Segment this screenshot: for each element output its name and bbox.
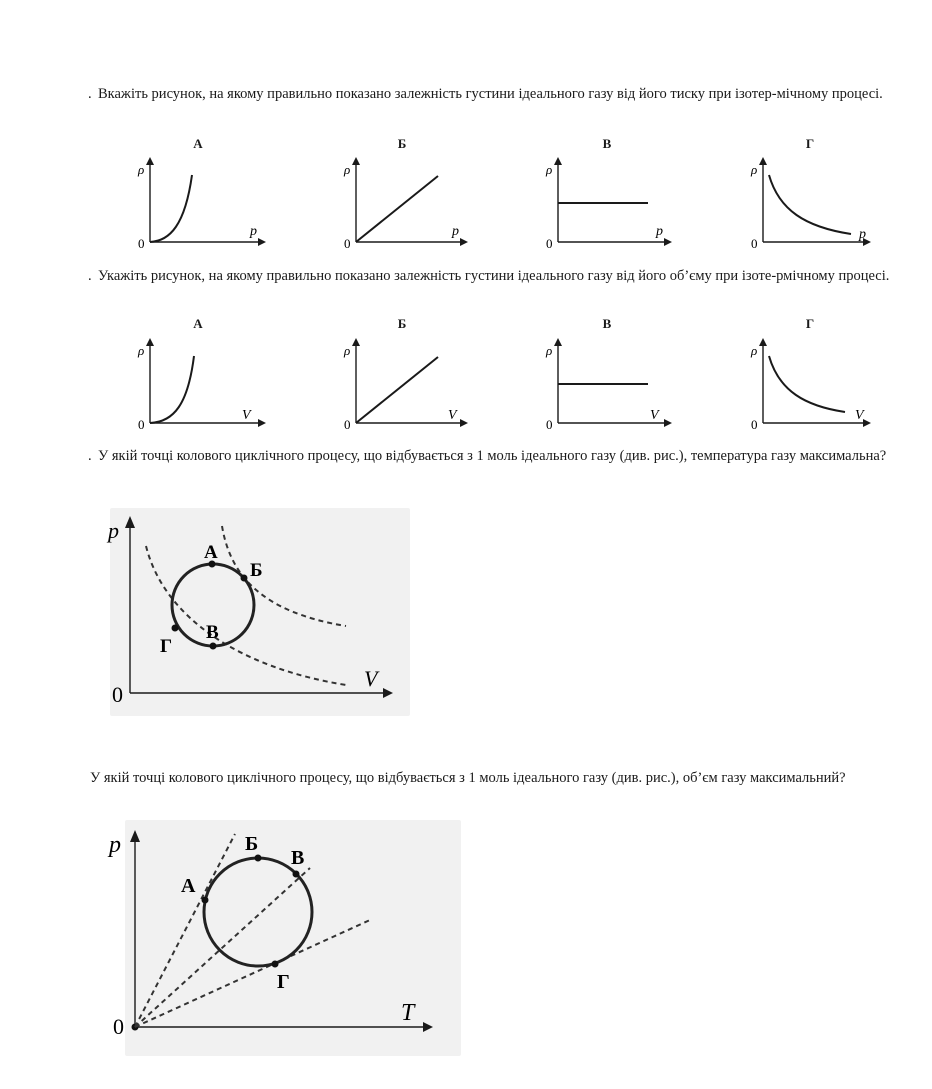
question-2-text: Укажіть рисунок, на якому правильно показано залежність густини ідеального газу від його об’єму при ізоте-рмічному процесі. [98, 268, 890, 284]
point-g [272, 961, 279, 968]
q1-figure-label-a: А [193, 136, 203, 151]
origin-label: 0 [546, 417, 553, 432]
origin-label: 0 [138, 417, 145, 432]
origin-label: 0 [113, 1014, 124, 1039]
point-v-label: В [291, 847, 305, 869]
question-1-marker: . [88, 86, 92, 102]
origin-label: 0 [138, 236, 145, 251]
point-g-label: Г [160, 636, 173, 657]
origin-label: 0 [751, 417, 758, 432]
x-axis-label: V [242, 408, 251, 423]
y-axis-label: ρ [344, 343, 351, 358]
question-3-text: У якій точці колового циклічного процесу, що відбувається з 1 моль ідеального газу (див. рис.), температура газу максимальна? [98, 448, 887, 464]
point-b [255, 855, 262, 862]
question-1-text: Вкажіть рисунок, на якому правильно показано залежність густини ідеального газу від його тиску при ізотер-мічному процесі. [98, 86, 883, 102]
x-axis-label: p [656, 224, 663, 239]
x-axis-label: p [859, 227, 866, 242]
question-3-marker: . [88, 448, 92, 464]
origin-label: 0 [344, 417, 351, 432]
origin-label: 0 [112, 682, 123, 707]
point-b [241, 575, 248, 582]
q2-figure-label-b: Б [397, 316, 407, 331]
question-4-text: У якій точці колового циклічного процесу, що відбувається з 1 моль ідеального газу (див. рис.), об’єм газу максимальний? [90, 770, 846, 786]
y-axis-label: ρ [138, 162, 145, 177]
x-axis-label: V [855, 408, 864, 423]
q1-graph-b [330, 155, 470, 255]
y-axis-label: ρ [751, 343, 758, 358]
q4-pt-diagram [95, 820, 465, 1060]
y-axis-label: p [108, 518, 119, 543]
point-g-label: Г [277, 971, 290, 993]
point-v [210, 643, 217, 650]
point-b-label: Б [250, 560, 263, 581]
q2-figure-label-g: Г [805, 316, 815, 331]
origin-label: 0 [751, 236, 758, 251]
y-axis-label: ρ [751, 162, 758, 177]
q3-pv-diagram [100, 508, 420, 718]
point-a [202, 897, 209, 904]
q2-graph-v [540, 336, 680, 436]
y-axis-label: p [109, 832, 121, 858]
x-axis-label: p [452, 224, 459, 239]
point-v-label: В [206, 622, 219, 643]
q1-graph-a [130, 155, 270, 255]
y-axis-label: ρ [138, 343, 145, 358]
x-axis-label: T [401, 1000, 415, 1026]
point-v [293, 871, 300, 878]
point-a-label: А [181, 875, 196, 897]
q2-figure-label-v: В [602, 316, 612, 331]
point-g [172, 625, 179, 632]
question-3 [88, 446, 916, 466]
x-axis-label: V [364, 666, 378, 691]
point-b-label: Б [245, 833, 259, 855]
x-axis-label: V [448, 408, 457, 423]
q1-figure-label-v: В [602, 136, 612, 151]
x-axis-label: V [650, 408, 659, 423]
y-axis-label: ρ [546, 343, 553, 358]
q2-graph-a [130, 336, 270, 436]
question-4 [90, 768, 880, 788]
point-a-label: А [204, 542, 218, 563]
q2-graph-b [330, 336, 470, 436]
y-axis-label: ρ [344, 162, 351, 177]
q2-graph-g [745, 336, 885, 436]
q1-graph-g [745, 155, 885, 255]
y-axis-label: ρ [546, 162, 553, 177]
q1-graph-v [540, 155, 680, 255]
q1-figure-label-g: Г [805, 136, 815, 151]
q1-figure-label-b: Б [397, 136, 407, 151]
question-2-marker: . [88, 268, 92, 284]
q2-figure-label-a: А [193, 316, 203, 331]
question-2 [88, 266, 916, 286]
origin-label: 0 [344, 236, 351, 251]
question-1 [88, 84, 916, 104]
origin-label: 0 [546, 236, 553, 251]
x-axis-label: p [250, 224, 257, 239]
